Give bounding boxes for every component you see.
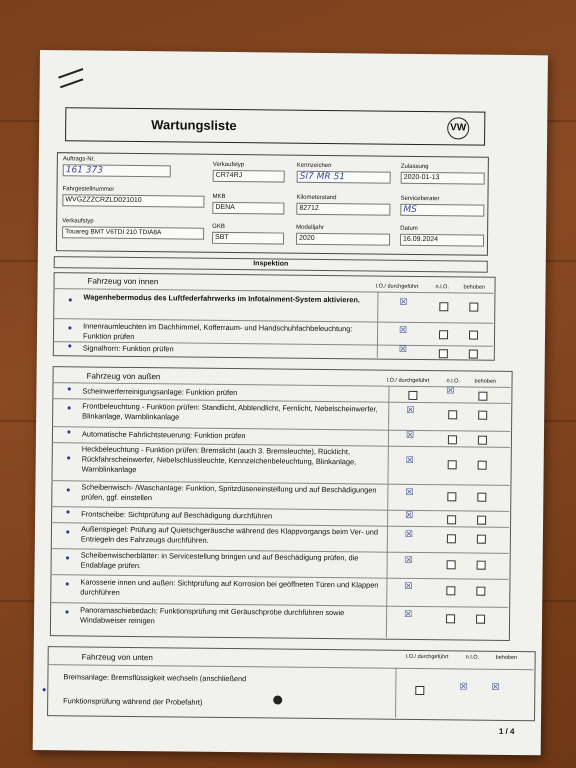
pen-stroke — [58, 68, 83, 79]
title-box — [65, 107, 485, 145]
tick-mark: • — [66, 404, 73, 415]
section-title: Fahrzeug von unten — [81, 652, 153, 663]
service-advisor-field: MS — [400, 204, 484, 217]
fixed-checkbox[interactable] — [477, 493, 486, 502]
fixed-checkbox[interactable] — [478, 411, 487, 420]
mileage-field: 82712 — [296, 203, 390, 216]
nok-checkbox[interactable] — [439, 349, 448, 358]
field-label: MKB — [212, 193, 226, 200]
checklist-item-text: Heckbeleuchtung - Funktion prüfen: Bremslicht (auch 3. Bremsleuchte), Rücklicht, Rückfahrscheinwerfer, Nebelschlussleuchte, Kennzeichenbeleuchtung, Blinkanlage, Warnblinkanlage — [81, 444, 357, 475]
column-ok: I.O./ durchgeführt — [375, 283, 419, 290]
punch-hole — [273, 695, 282, 704]
checked-mark: ☒ — [405, 455, 414, 466]
order-number-field: 161 373 — [63, 164, 171, 177]
checked-mark: ☒ — [399, 325, 408, 336]
tick-mark: • — [66, 342, 73, 353]
section-title: Fahrzeug von innen — [87, 276, 159, 287]
fixed-checkbox[interactable] — [478, 392, 487, 401]
nok-checkbox[interactable] — [447, 534, 456, 543]
tick-mark: • — [64, 554, 71, 565]
field-label: GKB — [212, 223, 225, 230]
page-number: 1 / 4 — [498, 726, 515, 737]
ok-checkbox[interactable] — [415, 686, 424, 695]
checklist-item-text: Wagenhebermodus des Luftfederfahrwerks im Infotainment-System aktivieren. — [83, 292, 360, 305]
column-fixed: behoben — [495, 654, 518, 662]
field-label: Verkaufstyp — [62, 218, 94, 225]
tick-mark: • — [64, 608, 70, 619]
model-year-field: 2020 — [296, 233, 390, 246]
field-label: Datum — [400, 225, 418, 232]
tick-mark: • — [41, 686, 48, 697]
fixed-checkbox[interactable] — [476, 587, 485, 596]
checklist-item-text: Automatische Fahrlichtsteuerung: Funktion prüfen — [81, 429, 246, 441]
column-ok: I.O./ durchgeführt — [386, 377, 430, 385]
checked-mark: ☒ — [459, 682, 468, 693]
model-field: Touareg BMT V6TDI 210 TDIA8A — [62, 226, 204, 239]
checked-mark: ☒ — [399, 297, 408, 308]
fixed-checkbox[interactable] — [469, 331, 478, 340]
vin-field: WVGZZZCRZLD021010 — [62, 194, 204, 207]
column-nok: n.I.O. — [446, 378, 461, 385]
nok-checkbox[interactable] — [446, 614, 455, 623]
tick-mark: • — [66, 385, 73, 396]
tick-mark: • — [65, 486, 72, 497]
gkb-field: SBT — [212, 232, 284, 245]
fixed-checkbox[interactable] — [477, 535, 486, 544]
checked-mark: ☒ — [404, 609, 413, 620]
date-field: 16.09.2024 — [400, 234, 484, 247]
checklist-item-text: Scheinwerferreinigungsanlage: Funktion prüfen — [82, 386, 238, 398]
checked-mark: ☒ — [405, 430, 415, 441]
column-fixed: behoben — [474, 378, 497, 385]
inspection-header: Inspektion — [54, 256, 488, 273]
nok-checkbox[interactable] — [439, 302, 448, 311]
fixed-checkbox[interactable] — [477, 561, 486, 570]
tick-mark: • — [67, 296, 74, 307]
field-label: Kilometerstand — [296, 194, 337, 202]
nok-checkbox[interactable] — [447, 492, 456, 501]
nok-checkbox[interactable] — [447, 560, 456, 569]
document-page — [33, 50, 548, 755]
checklist-item-text: Scheibenwisch- /Waschanlage: Funktion, Spritzdüseneinstellung und auf Beschädigungen prüfen, ggf. einstellen — [81, 482, 377, 503]
field-label: Modelljahr — [296, 224, 324, 231]
column-fixed: behoben — [463, 284, 485, 291]
nok-checkbox[interactable] — [439, 330, 448, 339]
checklist-item-text: Scheibenwischerblätter: in Servicestellung bringen und auf Beschädigung prüfen, die Endablage prüfen. — [80, 550, 359, 571]
checklist-item-text: Bremsanlage: Bremsflüssigkeit wechseln (anschließend — [63, 672, 247, 684]
checked-mark: ☒ — [404, 529, 414, 540]
fixed-checkbox[interactable] — [469, 303, 478, 312]
vw-logo: VW — [447, 117, 469, 139]
checked-mark: ☒ — [404, 581, 413, 592]
fixed-checkbox[interactable] — [469, 350, 478, 359]
checklist-item-text: Funktionsprüfung während der Probefahrt) — [63, 696, 203, 707]
checklist-item-text: Karosserie innen und außen: Sichtprüfung auf Korrosion bei geöffneten Türen und Klappen durchführen — [80, 577, 379, 597]
nok-checkbox[interactable] — [448, 435, 457, 444]
field-label: Verkaufstyp — [212, 161, 245, 169]
tick-mark: • — [64, 528, 71, 539]
license-plate-field: SI7 MR 51 — [297, 171, 391, 184]
fixed-checkbox[interactable] — [478, 461, 487, 470]
tick-mark: • — [65, 454, 72, 465]
checklist-item-text: Panoramaschiebedach: Funktionsprüfung mit Geräuschprobe durchführen sowie Windabweiser reinigen — [79, 605, 345, 626]
nok-checkbox[interactable] — [448, 460, 457, 469]
registration-field: 2020-01-13 — [401, 172, 485, 185]
fixed-checkbox[interactable] — [477, 516, 486, 525]
fixed-checkbox[interactable] — [478, 436, 487, 445]
mkb-field: DENA — [212, 202, 284, 215]
checked-mark: ☒ — [405, 487, 414, 498]
field-label: Zulassung — [400, 163, 429, 171]
nok-checkbox[interactable] — [446, 586, 455, 595]
column-nok: n.I.O. — [435, 284, 450, 291]
checklist-item-text: Signalhorn: Funktion prüfen — [82, 343, 174, 354]
page-title: Wartungsliste — [151, 117, 237, 134]
field-label: Fahrgestellnummer — [62, 186, 115, 193]
checked-mark: ☒ — [404, 555, 413, 566]
field-label: Auftrags-Nr. — [62, 156, 95, 163]
tick-mark: • — [65, 428, 72, 439]
checklist-item-text: Innenraumleuchten im Dachhimmel, Kofferraum- und Handschuhfachbeleuchtung: Funktion prüfen — [82, 321, 353, 342]
checked-mark: ☒ — [491, 682, 500, 693]
column-nok: n.I.O. — [465, 654, 480, 661]
checked-mark: ☒ — [398, 344, 408, 355]
checklist-item-text: Frontbeleuchtung - Funktion prüfen: Standlicht, Abblendlicht, Fernlicht, Nebelscheinwerfer, Blinkanlage, Warnblinkanlage — [82, 401, 378, 422]
checked-mark: ☒ — [446, 386, 455, 397]
nok-checkbox[interactable] — [448, 410, 457, 419]
tick-mark: • — [67, 324, 73, 335]
checklist-item-text: Außenspiegel: Prüfung auf Quietschgeräusche während des Klappvorgangs beim Ver- und Entriegeln des Fahrzeugs durchführen. — [80, 524, 379, 545]
checked-mark: ☒ — [405, 510, 414, 521]
fixed-checkbox[interactable] — [476, 615, 485, 624]
checklist-item-text: Frontscheibe: Sichtprüfung auf Beschädigung durchführen — [81, 509, 273, 521]
sales-type-field: CR74RJ — [213, 170, 285, 183]
field-label: Kennzeichen — [296, 162, 332, 170]
section-title: Fahrzeug von außen — [86, 371, 161, 382]
pen-stroke — [60, 78, 83, 88]
column-ok: I.O./ durchgeführt — [405, 653, 449, 661]
tick-mark: • — [64, 580, 71, 591]
checked-mark: ☒ — [406, 405, 415, 416]
field-label: Serviceberater — [400, 195, 440, 203]
ok-checkbox[interactable] — [408, 391, 417, 400]
tick-mark: • — [65, 508, 71, 519]
nok-checkbox[interactable] — [447, 515, 456, 524]
